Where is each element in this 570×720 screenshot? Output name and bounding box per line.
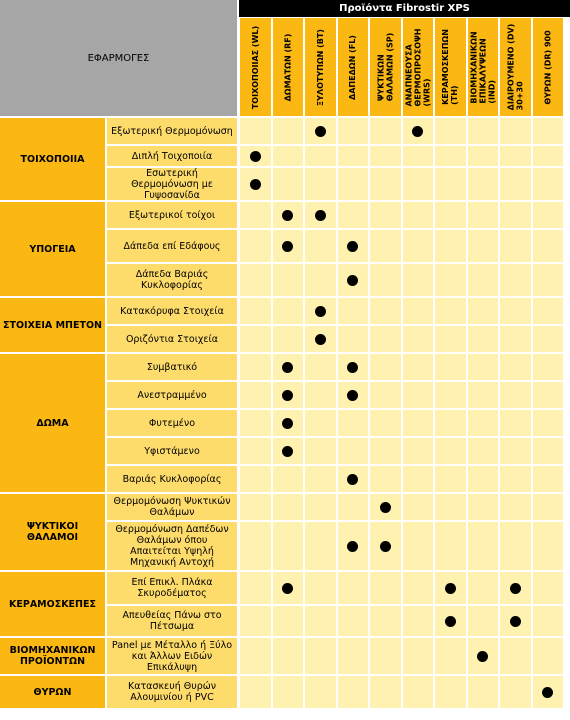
column-header [533, 18, 564, 116]
data-cell [435, 466, 466, 492]
suitability-dot [282, 362, 293, 373]
data-cell [305, 410, 336, 436]
data-cell [370, 410, 401, 436]
data-cell [533, 382, 564, 408]
data-cell [500, 410, 531, 436]
data-cell [338, 438, 369, 464]
data-cell [435, 298, 466, 324]
data-cell [305, 118, 336, 144]
data-cell [305, 298, 336, 324]
data-cell [403, 264, 434, 296]
data-cell [435, 606, 466, 636]
column-header-label: ΒΙΟΜΗΧΑΝΙΚΩΝ ΕΠΙΚΑΛΥΨΕΩΝ (IND) [469, 30, 497, 104]
data-cell [338, 382, 369, 408]
data-cell [338, 638, 369, 674]
data-cell [370, 118, 401, 144]
data-cell [273, 326, 304, 352]
data-cell [533, 202, 564, 228]
data-cell [533, 606, 564, 636]
suitability-dot [250, 151, 261, 162]
data-cell [370, 522, 401, 570]
data-cell [370, 298, 401, 324]
data-cell [435, 494, 466, 520]
suitability-dot [315, 210, 326, 221]
column-header-label: ΔΙΑΙΡΟΥΜΕΝΟ (DV) 30+30 [506, 23, 525, 111]
data-cell [435, 202, 466, 228]
data-cell [370, 438, 401, 464]
data-cell [273, 354, 304, 380]
data-cell [403, 438, 434, 464]
data-cell [533, 230, 564, 262]
data-cell [273, 230, 304, 262]
data-cell [468, 676, 499, 708]
data-cell [338, 298, 369, 324]
column-header [370, 18, 401, 116]
suitability-dot [542, 687, 553, 698]
data-cell [435, 146, 466, 166]
data-cell [273, 606, 304, 636]
data-cell [435, 354, 466, 380]
data-cell [338, 202, 369, 228]
suitability-dot [347, 362, 358, 373]
suitability-dot [445, 583, 456, 594]
data-cell [370, 382, 401, 408]
suitability-dot [250, 179, 261, 190]
application-row-label: Εξωτερική Θερμομόνωση [107, 118, 237, 144]
data-cell [273, 438, 304, 464]
data-cell [305, 494, 336, 520]
data-cell [468, 382, 499, 408]
data-cell [338, 264, 369, 296]
column-header [403, 18, 434, 116]
data-cell [338, 572, 369, 604]
data-cell [500, 494, 531, 520]
data-cell [468, 264, 499, 296]
suitability-dot [282, 583, 293, 594]
data-cell [403, 466, 434, 492]
data-cell [533, 522, 564, 570]
data-cell [305, 606, 336, 636]
data-cell [403, 202, 434, 228]
data-cell [338, 168, 369, 200]
data-cell [370, 146, 401, 166]
data-cell [240, 168, 271, 200]
data-cell [305, 202, 336, 228]
data-cell [435, 118, 466, 144]
data-cell [500, 606, 531, 636]
data-cell [500, 572, 531, 604]
data-cell [305, 438, 336, 464]
data-cell [338, 466, 369, 492]
data-cell [533, 264, 564, 296]
data-cell [468, 202, 499, 228]
data-cell [338, 410, 369, 436]
data-cell [370, 466, 401, 492]
application-row-label: Θερμομόνωση Ψυκτικών Θαλάμων [107, 494, 237, 520]
data-cell [533, 466, 564, 492]
data-cell [468, 638, 499, 674]
data-cell [240, 146, 271, 166]
data-cell [468, 466, 499, 492]
data-cell [273, 410, 304, 436]
suitability-dot [510, 616, 521, 627]
data-cell [533, 494, 564, 520]
column-header [273, 18, 304, 116]
suitability-dot [445, 616, 456, 627]
data-cell [240, 298, 271, 324]
data-cell [240, 438, 271, 464]
data-cell [240, 230, 271, 262]
data-cell [240, 572, 271, 604]
data-cell [533, 146, 564, 166]
data-cell [273, 168, 304, 200]
data-cell [240, 202, 271, 228]
column-header-label: ΨΥΚΤΙΚΩΝ ΘΑΛΑΜΩΝ (SP) [376, 32, 395, 102]
suitability-dot [347, 541, 358, 552]
data-cell [305, 354, 336, 380]
data-cell [500, 326, 531, 352]
data-cell [240, 606, 271, 636]
category-label: ΚΕΡΑΜΟΣΚΕΠΕΣ [0, 572, 105, 636]
application-row-label: Κατασκευή Θυρών Αλουμινίου ή PVC [107, 676, 237, 708]
data-cell [305, 522, 336, 570]
data-cell [403, 676, 434, 708]
data-cell [468, 326, 499, 352]
suitability-dot [412, 126, 423, 137]
data-cell [403, 410, 434, 436]
data-cell [500, 522, 531, 570]
data-cell [435, 168, 466, 200]
data-cell [500, 264, 531, 296]
data-cell [403, 326, 434, 352]
data-cell [240, 522, 271, 570]
application-row-label: Διπλή Τοιχοποιία [107, 146, 237, 166]
column-header [305, 18, 336, 116]
data-cell [403, 168, 434, 200]
data-cell [338, 676, 369, 708]
data-cell [435, 264, 466, 296]
data-cell [533, 572, 564, 604]
data-cell [338, 354, 369, 380]
suitability-dot [347, 474, 358, 485]
data-cell [403, 146, 434, 166]
suitability-dot [282, 210, 293, 221]
data-cell [468, 354, 499, 380]
data-cell [468, 494, 499, 520]
data-cell [370, 230, 401, 262]
data-cell [468, 522, 499, 570]
data-cell [500, 118, 531, 144]
data-cell [338, 606, 369, 636]
data-cell [435, 382, 466, 408]
data-cell [435, 638, 466, 674]
data-cell [273, 202, 304, 228]
data-cell [403, 606, 434, 636]
data-cell [403, 230, 434, 262]
data-cell [338, 522, 369, 570]
data-cell [273, 146, 304, 166]
suitability-dot [282, 241, 293, 252]
data-cell [403, 522, 434, 570]
application-row-label: Ανεστραμμένο [107, 382, 237, 408]
column-header [500, 18, 531, 116]
category-label: ΒΙΟΜΗΧΑΝΙΚΩΝ ΠΡΟΪΟΝΤΩΝ [0, 638, 105, 674]
data-cell [468, 410, 499, 436]
data-cell [403, 638, 434, 674]
column-header-label: ΞΥΛΟΤΥΠΩΝ (BT) [315, 28, 325, 106]
category-label: ΥΠΟΓΕΙΑ [0, 202, 105, 296]
data-cell [240, 466, 271, 492]
application-row-label: Οριζόντια Στοιχεία [107, 326, 237, 352]
data-cell [305, 382, 336, 408]
data-cell [240, 382, 271, 408]
data-cell [533, 168, 564, 200]
application-row-label: Υφιστάμενο [107, 438, 237, 464]
column-header-label: ΑΝΑΠΝΕΟΥΣΑ ΘΕΡΜΟΠΡΟΣΟΨΗ (WRS) [404, 27, 432, 107]
data-cell [305, 676, 336, 708]
application-row-label: Panel με Μέταλλο ή Ξύλο και Άλλων Ειδών Επικάλυψη [107, 638, 237, 674]
data-cell [240, 494, 271, 520]
application-row-label: Φυτεμένο [107, 410, 237, 436]
column-header-label: ΚΕΡΑΜΟΣΚΕΠΩΝ (TH) [441, 29, 460, 105]
data-cell [370, 494, 401, 520]
data-cell [468, 146, 499, 166]
column-header-label: ΔΑΠΕΔΩΝ (FL) [348, 34, 358, 100]
data-cell [435, 438, 466, 464]
data-cell [338, 118, 369, 144]
data-cell [305, 230, 336, 262]
data-cell [435, 326, 466, 352]
suitability-dot [315, 126, 326, 137]
data-cell [370, 606, 401, 636]
suitability-dot [282, 390, 293, 401]
application-row-label: Θερμομόνωση Δαπέδων Θαλάμων όπου Απαιτείται Υψηλή Μηχανική Αντοχή [107, 522, 237, 570]
data-cell [435, 572, 466, 604]
data-cell [273, 264, 304, 296]
suitability-dot [282, 446, 293, 457]
data-cell [500, 168, 531, 200]
column-header [240, 18, 271, 116]
data-cell [273, 298, 304, 324]
suitability-dot [347, 390, 358, 401]
data-cell [435, 522, 466, 570]
data-cell [468, 572, 499, 604]
application-row-label: Βαριάς Κυκλοφορίας [107, 466, 237, 492]
data-cell [500, 382, 531, 408]
data-cell [403, 494, 434, 520]
data-cell [500, 146, 531, 166]
data-cell [240, 264, 271, 296]
application-row-label: Κατακόρυφα Στοιχεία [107, 298, 237, 324]
data-cell [500, 298, 531, 324]
column-header-label: ΘΥΡΩΝ (DR) 900 [543, 29, 553, 105]
application-row-label: Εξωτερικοί τοίχοι [107, 202, 237, 228]
data-cell [468, 168, 499, 200]
data-cell [533, 354, 564, 380]
data-cell [305, 638, 336, 674]
suitability-dot [315, 334, 326, 345]
suitability-dot [380, 541, 391, 552]
data-cell [370, 168, 401, 200]
application-row-label: Επί Επικλ. Πλάκα Σκυροδέματος [107, 572, 237, 604]
data-cell [338, 230, 369, 262]
data-cell [468, 298, 499, 324]
data-cell [370, 264, 401, 296]
application-row-label: Δάπεδα επί Εδάφους [107, 230, 237, 262]
suitability-dot [315, 306, 326, 317]
suitability-dot [282, 418, 293, 429]
data-cell [468, 118, 499, 144]
data-cell [500, 354, 531, 380]
data-cell [273, 118, 304, 144]
data-cell [403, 382, 434, 408]
column-header-label: ΤΟΙΧΟΠΟΙΙΑΣ (WL) [250, 25, 260, 109]
data-cell [403, 354, 434, 380]
data-cell [533, 676, 564, 708]
suitability-dot [477, 651, 488, 662]
data-cell [273, 382, 304, 408]
data-cell [305, 326, 336, 352]
data-cell [500, 438, 531, 464]
data-cell [370, 638, 401, 674]
data-cell [240, 410, 271, 436]
data-cell [273, 572, 304, 604]
data-cell [500, 202, 531, 228]
column-header [435, 18, 466, 116]
data-cell [370, 354, 401, 380]
data-cell [500, 676, 531, 708]
data-cell [273, 522, 304, 570]
data-cell [240, 326, 271, 352]
data-cell [533, 438, 564, 464]
data-cell [533, 118, 564, 144]
data-cell [240, 354, 271, 380]
data-cell [500, 638, 531, 674]
category-label: ΤΟΙΧΟΠΟΙΙΑ [0, 118, 105, 200]
data-cell [370, 326, 401, 352]
data-cell [468, 438, 499, 464]
data-cell [533, 326, 564, 352]
data-cell [435, 410, 466, 436]
data-cell [305, 264, 336, 296]
suitability-dot [380, 502, 391, 513]
data-cell [533, 298, 564, 324]
data-cell [338, 326, 369, 352]
column-header [338, 18, 369, 116]
products-title: Προϊόντα Fibrostir XPS [239, 0, 570, 17]
data-cell [500, 230, 531, 262]
suitability-dot [510, 583, 521, 594]
suitability-dot [347, 275, 358, 286]
data-cell [370, 572, 401, 604]
data-cell [435, 676, 466, 708]
applications-header: ΕΦΑΡΜΟΓΕΣ [0, 0, 237, 116]
application-row-label: Δάπεδα Βαριάς Κυκλοφορίας [107, 264, 237, 296]
column-header [468, 18, 499, 116]
data-cell [370, 676, 401, 708]
data-cell [533, 410, 564, 436]
category-label: ΔΩΜΑ [0, 354, 105, 492]
application-row-label: Απευθείας Πάνω στο Πέτσωμα [107, 606, 237, 636]
data-cell [273, 494, 304, 520]
category-label: ΨΥΚΤΙΚΟΙ ΘΑΛΑΜΟΙ [0, 494, 105, 570]
data-cell [338, 146, 369, 166]
data-cell [273, 466, 304, 492]
data-cell [533, 638, 564, 674]
application-row-label: Εσωτερική Θερμομόνωση με Γυψοσανίδα [107, 168, 237, 200]
category-label: ΣΤΟΙΧΕΙΑ ΜΠΕΤΟΝ [0, 298, 105, 352]
column-header-label: ΔΩΜΑΤΩΝ (RF) [283, 33, 293, 101]
data-cell [403, 118, 434, 144]
category-label: ΘΥΡΩΝ [0, 676, 105, 708]
data-cell [273, 676, 304, 708]
data-cell [305, 572, 336, 604]
data-cell [338, 494, 369, 520]
data-cell [468, 230, 499, 262]
suitability-dot [347, 241, 358, 252]
data-cell [403, 572, 434, 604]
data-cell [305, 146, 336, 166]
data-cell [305, 168, 336, 200]
data-cell [403, 298, 434, 324]
data-cell [240, 676, 271, 708]
data-cell [435, 230, 466, 262]
data-cell [240, 118, 271, 144]
application-row-label: Συμβατικό [107, 354, 237, 380]
data-cell [240, 638, 271, 674]
data-cell [500, 466, 531, 492]
data-cell [370, 202, 401, 228]
data-cell [273, 638, 304, 674]
data-cell [468, 606, 499, 636]
data-cell [305, 466, 336, 492]
